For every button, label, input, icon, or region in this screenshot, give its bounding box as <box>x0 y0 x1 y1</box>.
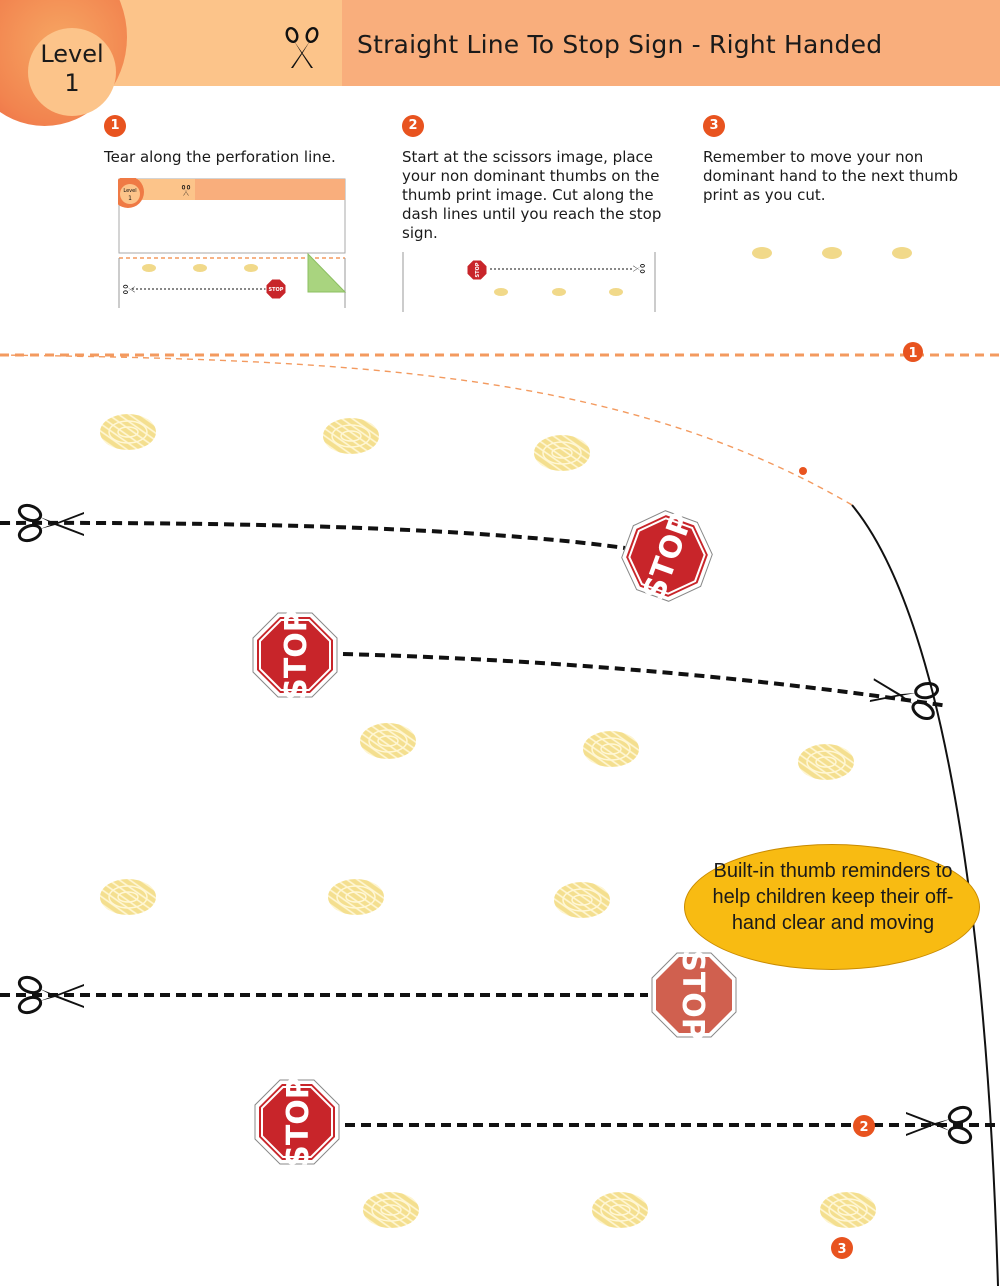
step-3-badge: 3 <box>703 115 725 137</box>
thumbprint-icon <box>592 1192 648 1228</box>
mini-stop-label: STOP <box>268 287 284 293</box>
level-label-text: Level <box>40 40 104 68</box>
thumbprint-icon <box>820 1192 876 1228</box>
page-title: Straight Line To Stop Sign - Right Handed <box>357 30 883 59</box>
step-3-text: Remember to move your non dominant hand to the next thumb print as you cut. <box>703 148 959 204</box>
page-marker-3 <box>831 1237 853 1259</box>
step-2-text: Start at the scissors image, place your non dominant thumbs on the thumb print image. Cut along the dash lines until you reach the stop sign. <box>402 148 662 242</box>
cut-line-2 <box>343 654 948 706</box>
step-2-badge: 2 <box>402 115 424 137</box>
thumbprint-icon <box>554 882 610 918</box>
thumbprint-icon <box>100 414 156 450</box>
callout-text: Built-in thumb reminders to help children keep their off-hand clear and moving <box>712 860 954 934</box>
svg-text:3: 3 <box>837 1242 847 1257</box>
stop-sign-icon <box>255 1077 339 1167</box>
stop-label: STOP <box>636 508 701 605</box>
stop-label: STOP <box>675 950 710 1040</box>
cut-line-1 <box>0 523 625 548</box>
level-number: 1 <box>64 69 80 97</box>
stop-label: STOP <box>281 1077 316 1167</box>
mini-level-number: 1 <box>128 195 132 202</box>
step-1-text: Tear along the perforation line. <box>104 148 336 166</box>
mini-stop-label: STOP <box>475 262 481 278</box>
svg-text:2: 2 <box>859 1120 869 1135</box>
thumbprint-icon <box>583 731 639 767</box>
thumbprint-icon <box>100 879 156 915</box>
thumbprint-icon <box>798 744 854 780</box>
thumbprint-icon <box>328 879 384 915</box>
fold-marker <box>799 467 807 475</box>
mini-level-label: Level <box>123 188 137 194</box>
step-1-badge: 1 <box>104 115 126 137</box>
stop-sign-icon <box>612 500 722 613</box>
stop-sign-icon <box>652 950 736 1040</box>
page-marker-2 <box>853 1115 875 1137</box>
page-marker-1 <box>903 342 923 362</box>
svg-text:1: 1 <box>908 346 918 361</box>
thumbprint-icon <box>363 1192 419 1228</box>
thumbprint-icon <box>323 418 379 454</box>
stop-sign-icon <box>253 610 337 700</box>
thumbprint-icon <box>534 435 590 471</box>
thumbprint-icon <box>360 723 416 759</box>
stop-label: STOP <box>279 610 314 700</box>
